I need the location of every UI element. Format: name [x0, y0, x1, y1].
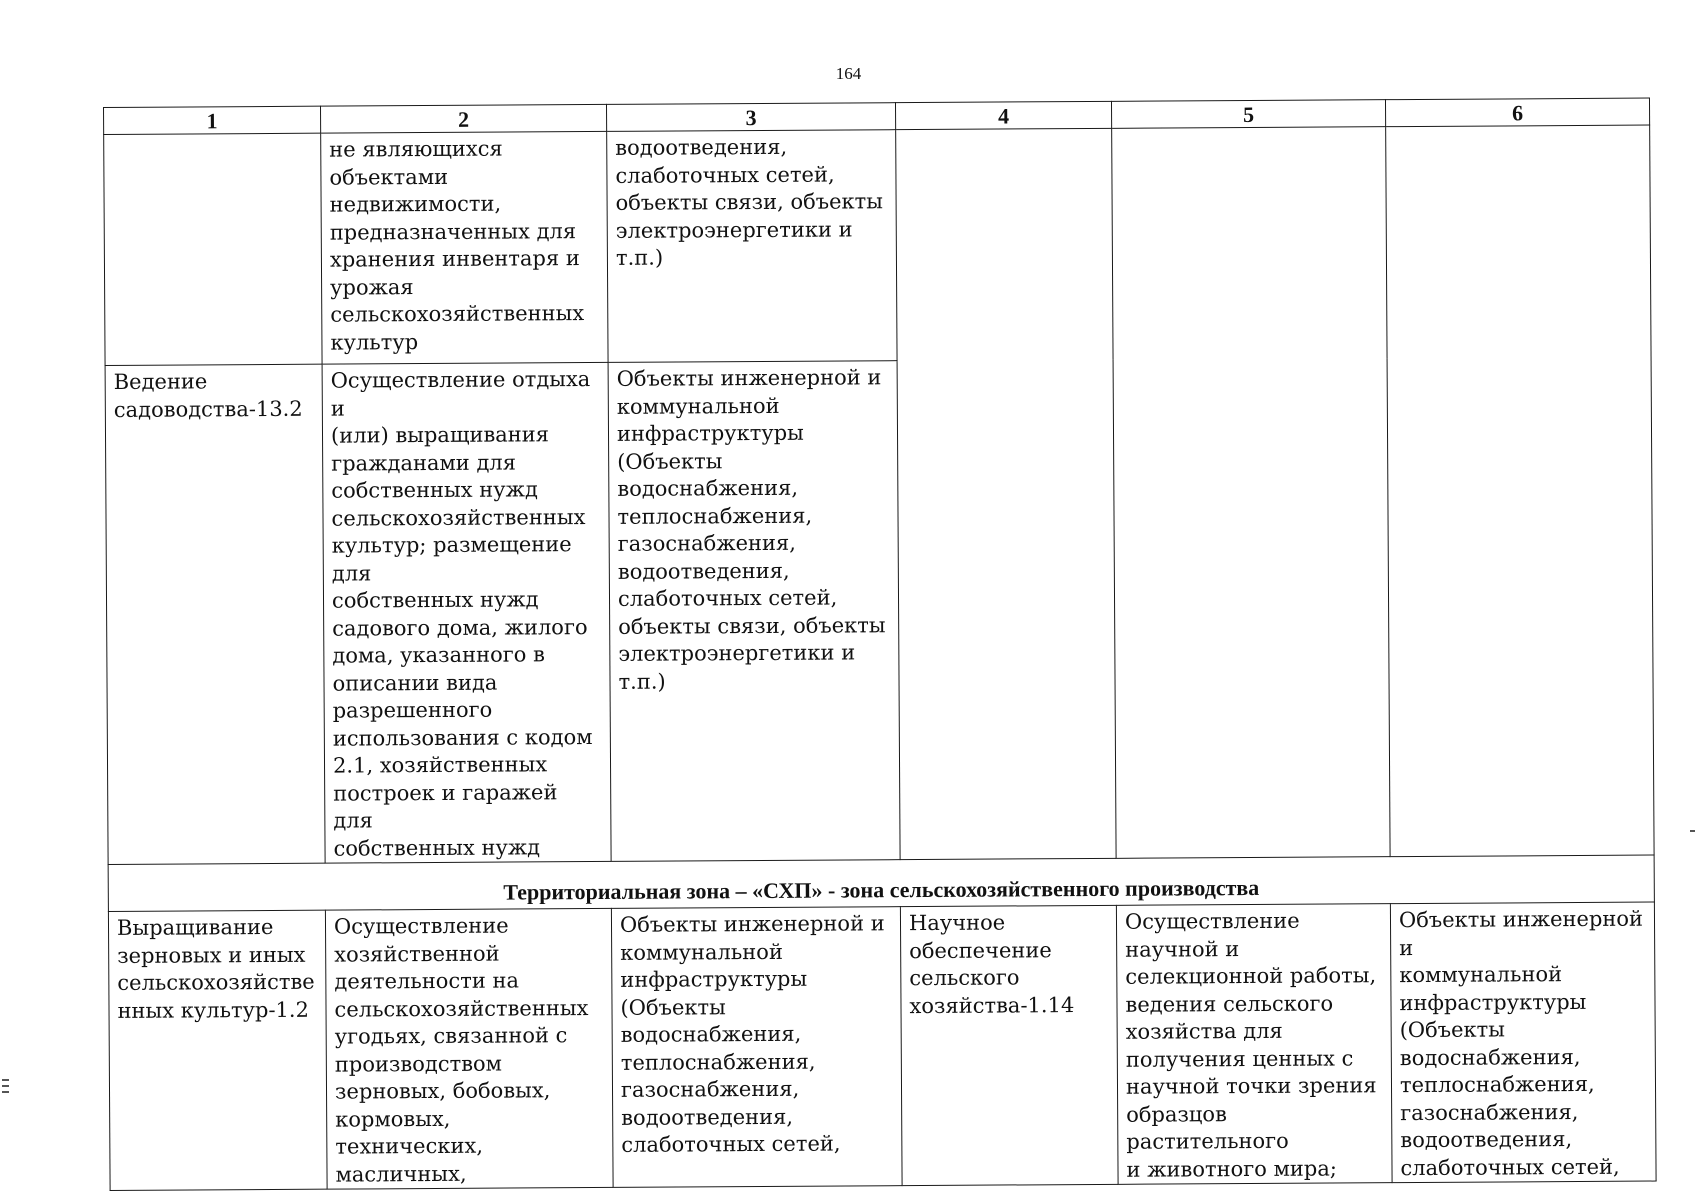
- column-header-3: 3: [606, 103, 895, 132]
- cell-empty-col4: [896, 128, 1116, 859]
- cell-use-description: не являющихся объектами недвижимости, предназначенных для хранения инвентаря и урожая сельскохозяйственных культур: [321, 131, 608, 364]
- column-header-4: 4: [895, 101, 1111, 129]
- cell-use-description: Осуществление отдыха и (или) выращивания гражданами для собственных нужд сельскохозяйственных культур; размещение для собственных нужд садового дома, жилого дома, указанного в описании вида разрешенного использования с кодом 2.1, хозяйственных построек и гаражей для собственных нужд: [322, 362, 611, 863]
- scan-mark-right: [1690, 830, 1695, 832]
- cell-auxiliary-objects: Объекты инженерной и коммунальной инфраструктуры (Объекты водоснабжения, теплоснабжения, газоснабжения, водоотведения, слаботочных сетей, объекты связи, объекты электроэнергетики и т.п.): [608, 361, 900, 862]
- scan-mark-left: [2, 1085, 9, 1087]
- cell-use-description: Осуществление хозяйственной деятельности на сельскохозяйственных угодьях, связанной с производством зерновых, бобовых, кормовых, технических, масличных,: [325, 908, 613, 1189]
- scan-mark-left: [2, 1079, 9, 1081]
- zone-title: Территориальная зона – «СХП» - зона сельскохозяйственного производства: [108, 855, 1654, 911]
- column-header-2: 2: [320, 104, 606, 133]
- scan-mark-left: [2, 1091, 9, 1093]
- table-row: [108, 902, 1656, 1190]
- page-number: 164: [835, 64, 862, 83]
- cell-auxiliary-objects: водоотведения, слаботочных сетей, объекты связи, объекты электроэнергетики и т.п.): [607, 130, 897, 363]
- cell-empty-col6: [1386, 125, 1654, 857]
- land-use-table: [103, 98, 1657, 1191]
- cell-empty-col5: [1112, 127, 1390, 859]
- cell-conditional-use-name: Научное обеспечение сельского хозяйства-1.14: [900, 905, 1118, 1185]
- cell-auxiliary-objects: Объекты инженерной и коммунальной инфраструктуры (Объекты водоснабжения, теплоснабжения, газоснабжения, водоотведения, слаботочных сетей,: [611, 907, 902, 1188]
- table-row: [104, 125, 1651, 365]
- column-header-5: 5: [1111, 100, 1385, 129]
- cell-conditional-use-description: Осуществление научной и селекционной работы, ведения сельского хозяйства для получения ценных с научной точки зрения образцов растительного и животного мира;: [1116, 904, 1392, 1185]
- cell-use-name: Выращивание зерновых и иных сельскохозяйстве нных культур-1.2: [108, 910, 327, 1190]
- cell-conditional-auxiliary-objects: Объекты инженерной и коммунальной инфраструктуры (Объекты водоснабжения, теплоснабжения, газоснабжения, водоотведения, слаботочных сетей,: [1390, 902, 1656, 1183]
- column-header-1: 1: [104, 106, 321, 134]
- column-header-6: 6: [1385, 98, 1649, 127]
- cell-use-name: Ведение садоводства-13.2: [105, 364, 325, 864]
- cell-use-name: [104, 133, 322, 365]
